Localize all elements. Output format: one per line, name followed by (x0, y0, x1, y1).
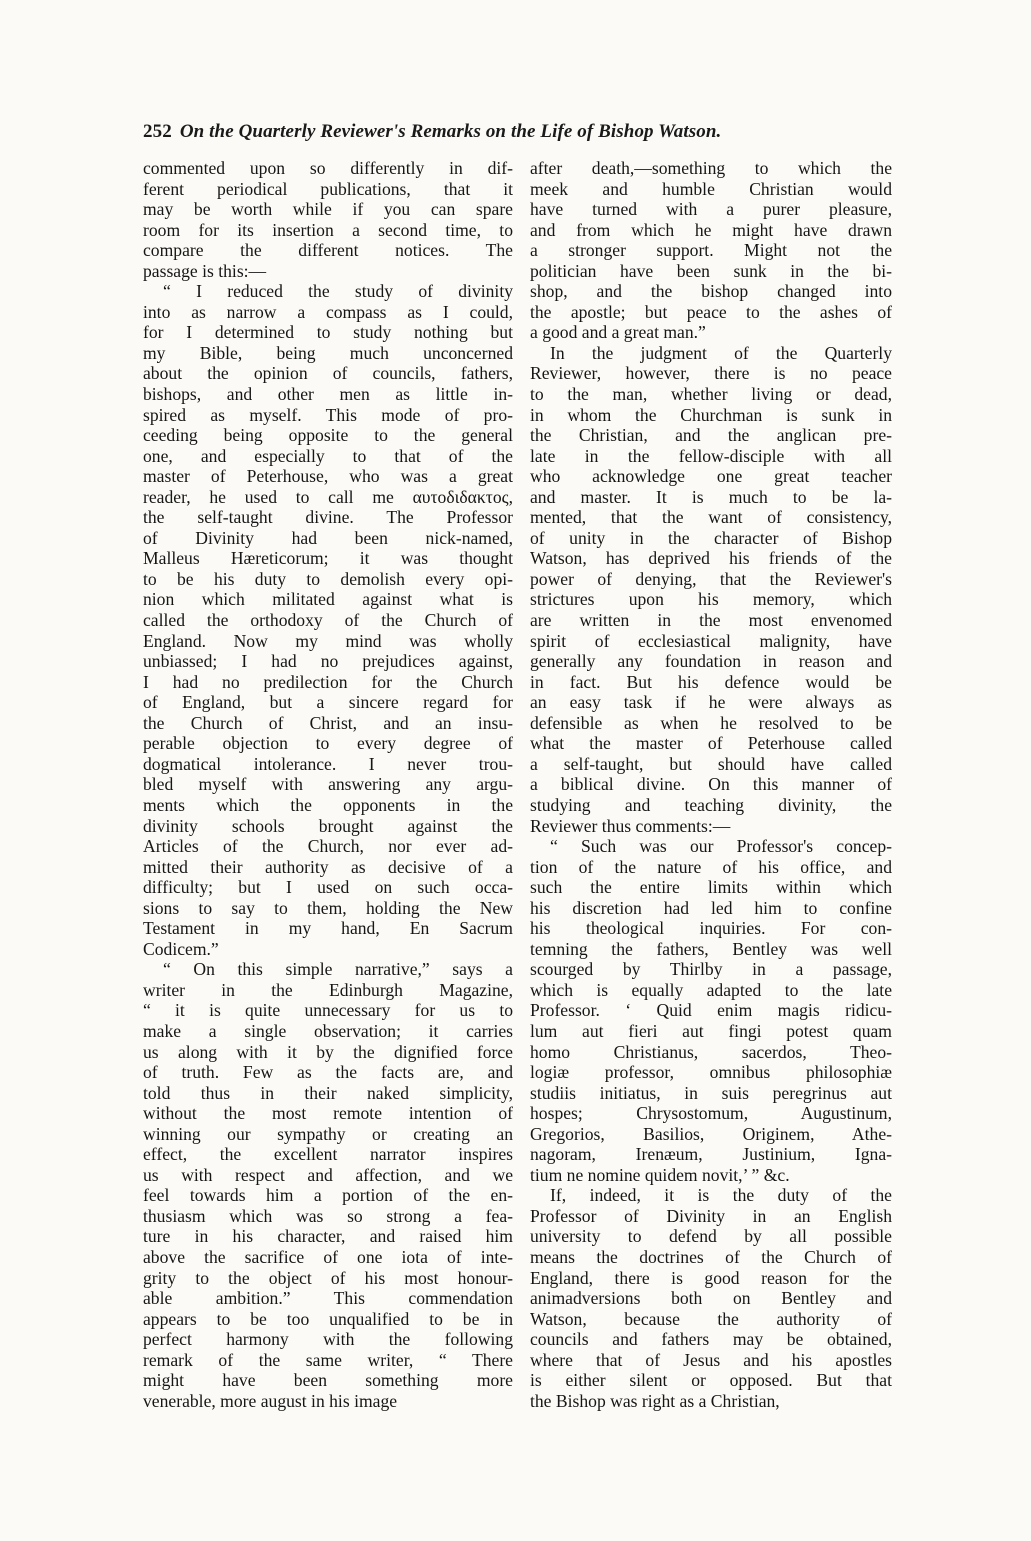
text-line: the self-taught divine. The Professor (143, 507, 513, 528)
text-line: Reviewer thus comments:— (530, 815, 731, 836)
text-line: dogmatical intolerance. I never trou- (143, 753, 513, 774)
text-line: which is equally adapted to the late (530, 979, 892, 1000)
text-line: effect, the excellent narrator inspires (143, 1144, 513, 1165)
text-line: is either silent or opposed. But that (530, 1370, 892, 1391)
text-line: about the opinion of councils, fathers, (143, 363, 513, 384)
text-line: feel towards him a portion of the en- (143, 1185, 513, 1206)
text-line: temning the fathers, Bentley was well (530, 938, 892, 959)
text-line: perable objection to every degree of (143, 733, 513, 754)
text-line: who acknowledge one great teacher (530, 466, 892, 487)
text-line: of England, but a sincere regard for (143, 692, 513, 713)
text-line: venerable, more august in his image (143, 1390, 398, 1411)
text-line: Codicem.” (143, 938, 219, 959)
text-line: studying and teaching divinity, the (530, 794, 892, 815)
text-line: for I determined to study nothing but (143, 322, 513, 343)
text-line: in whom the Churchman is sunk in (530, 404, 892, 425)
text-line: “ it is quite unnecessary for us to (143, 1000, 513, 1021)
text-line: If, indeed, it is the duty of the (550, 1185, 892, 1206)
text-line: “ Such was our Professor's concep- (550, 836, 892, 857)
text-line: without the most remote intention of (143, 1103, 513, 1124)
text-line: winning our sympathy or creating an (143, 1123, 513, 1144)
text-line: Professor. ‘ Quid enim magis ridicu- (530, 1000, 892, 1021)
text-line: late in the fellow-disciple with all (530, 445, 892, 466)
text-line: hospes; Chrysostomum, Augustinum, (530, 1103, 892, 1124)
text-line: what the master of Peterhouse called (530, 733, 892, 754)
text-line: Malleus Hæreticorum; it was thought (143, 548, 513, 569)
text-line: lum aut fieri aut fingi potest quam (530, 1020, 892, 1041)
text-line: a good and a great man.” (530, 322, 706, 343)
text-line: compare the different notices. The (143, 240, 513, 261)
text-line: Watson, because the authority of (530, 1308, 892, 1329)
text-line: to the man, whether living or dead, (530, 384, 892, 405)
text-line: one, and especially to that of the (143, 445, 513, 466)
text-line: meek and humble Christian would (530, 178, 892, 199)
text-line: bishops, and other men as little in- (143, 384, 513, 405)
text-line: the Christian, and the anglican pre- (530, 425, 892, 446)
text-line: councils and fathers may be obtained, (530, 1329, 892, 1350)
text-line: nion which militated against what is (143, 589, 513, 610)
text-line: unbiassed; I had no prejudices against, (143, 651, 513, 672)
text-line: I had no predilection for the Church (143, 671, 513, 692)
running-title: On the Quarterly Reviewer's Remarks on the Life of Bishop Watson. (179, 121, 722, 142)
text-line: in fact. But his defence would be (530, 671, 892, 692)
text-line: sions to say to them, holding the New (143, 897, 513, 918)
text-line: tion of the nature of his office, and (530, 856, 892, 877)
text-line: us along with it by the dignified force (143, 1041, 513, 1062)
text-line: thusiasm which was so strong a fea- (143, 1205, 513, 1226)
text-line: strictures upon his memory, which (530, 589, 892, 610)
text-line: where that of Jesus and his apostles (530, 1349, 892, 1370)
text-line: and from which he might have drawn (530, 219, 892, 240)
text-line: mented, that the want of consistency, (530, 507, 892, 528)
text-line: perfect harmony with the following (143, 1329, 513, 1350)
text-line: Testament in my hand, En Sacrum (143, 918, 513, 939)
text-line: called the orthodoxy of the Church of (143, 610, 513, 631)
text-line: room for its insertion a second time, to (143, 219, 513, 240)
text-line: animadversions both on Bentley and (530, 1288, 892, 1309)
text-line: of unity in the character of Bishop (530, 527, 892, 548)
text-line: commented upon so differently in dif- (143, 158, 513, 178)
text-line: of truth. Few as the facts are, and (143, 1062, 513, 1083)
text-line: a stronger support. Might not the (530, 240, 892, 261)
text-line: into as narrow a compass as I could, (143, 301, 513, 322)
text-line: passage is this:— (143, 260, 267, 281)
text-line: ferent periodical publications, that it (143, 178, 513, 199)
page-number: 252 (143, 121, 172, 142)
text-line: may be worth while if you can spare (143, 199, 513, 220)
text-line: a self-taught, but should have called (530, 753, 892, 774)
text-line: appears to be too unqualified to be in (143, 1308, 513, 1329)
right-column (530, 158, 892, 1411)
running-header (143, 121, 883, 143)
text-line: shop, and the bishop changed into (530, 281, 892, 302)
text-line: politician have been sunk in the bi- (530, 260, 892, 281)
text-line: and master. It is much to be la- (530, 486, 892, 507)
text-line: tium ne nomine quidem novit,’ ” &c. (530, 1164, 790, 1185)
text-line: homo Christianus, sacerdos, Theo- (530, 1041, 892, 1062)
text-line: the Church of Christ, and an insu- (143, 712, 513, 733)
text-line: “ On this simple narrative,” says a (163, 959, 513, 980)
text-line: ceeding being opposite to the general (143, 425, 513, 446)
text-line: Professor of Divinity in an English (530, 1205, 892, 1226)
text-line: generally any foundation in reason and (530, 651, 892, 672)
text-line: In the judgment of the Quarterly (550, 342, 892, 363)
text-line: his discretion had led him to confine (530, 897, 892, 918)
text-line: England, there is good reason for the (530, 1267, 892, 1288)
text-line: make a single observation; it carries (143, 1020, 513, 1041)
text-line: logiæ professor, omnibus philosophiæ (530, 1062, 892, 1083)
text-line: the Bishop was right as a Christian, (530, 1390, 780, 1411)
text-line: Gregorios, Basilios, Originem, Athe- (530, 1123, 892, 1144)
text-line: writer in the Edinburgh Magazine, (143, 979, 513, 1000)
text-line: England. Now my mind was wholly (143, 630, 513, 651)
text-line: able ambition.” This commendation (143, 1288, 513, 1309)
text-line: my Bible, being much unconcerned (143, 342, 513, 363)
text-line: after death,—something to which the (530, 158, 892, 178)
text-line: us with respect and affection, and we (143, 1164, 513, 1185)
text-line: above the sacrifice of one iota of inte- (143, 1246, 513, 1267)
text-line: spirit of ecclesiastical malignity, have (530, 630, 892, 651)
text-line: Articles of the Church, nor ever ad- (143, 836, 513, 857)
text-line: ture in his character, and raised him (143, 1226, 513, 1247)
text-line: scourged by Thirlby in a passage, (530, 959, 892, 980)
text-line: reader, he used to call me αυτοδιδακτος, (143, 486, 513, 507)
text-line: master of Peterhouse, who was a great (143, 466, 513, 487)
text-line: means the doctrines of the Church of (530, 1246, 892, 1267)
text-line: might have been something more (143, 1370, 513, 1391)
text-line: are written in the most envenomed (530, 610, 892, 631)
text-line: spired as myself. This mode of pro- (143, 404, 513, 425)
text-line: divinity schools brought against the (143, 815, 513, 836)
text-line: a biblical divine. On this manner of (530, 774, 892, 795)
text-line: his theological inquiries. For con- (530, 918, 892, 939)
left-column (143, 158, 513, 1411)
text-line: grity to the object of his most honour- (143, 1267, 513, 1288)
text-line: “ I reduced the study of divinity (163, 281, 513, 302)
text-line: defensible as when he resolved to be (530, 712, 892, 733)
text-line: such the entire limits within which (530, 877, 892, 898)
text-line: bled myself with answering any argu- (143, 774, 513, 795)
text-line: told thus in their naked simplicity, (143, 1082, 513, 1103)
text-line: university to defend by all possible (530, 1226, 892, 1247)
text-line: remark of the same writer, “ There (143, 1349, 513, 1370)
text-line: Watson, has deprived his friends of the (530, 548, 892, 569)
text-line: to be his duty to demolish every opi- (143, 568, 513, 589)
text-line: Reviewer, however, there is no peace (530, 363, 892, 384)
text-line: mitted their authority as decisive of a (143, 856, 513, 877)
text-line: difficulty; but I used on such occa- (143, 877, 513, 898)
text-line: have turned with a purer pleasure, (530, 199, 892, 220)
text-line: studiis initiatus, in suis peregrinus aut (530, 1082, 892, 1103)
text-line: ments which the opponents in the (143, 794, 513, 815)
text-line: nagoram, Irenæum, Justinium, Igna- (530, 1144, 892, 1165)
text-line: power of denying, that the Reviewer's (530, 568, 892, 589)
text-line: of Divinity had been nick-named, (143, 527, 513, 548)
text-line: the apostle; but peace to the ashes of (530, 301, 892, 322)
text-line: an easy task if he were always as (530, 692, 892, 713)
